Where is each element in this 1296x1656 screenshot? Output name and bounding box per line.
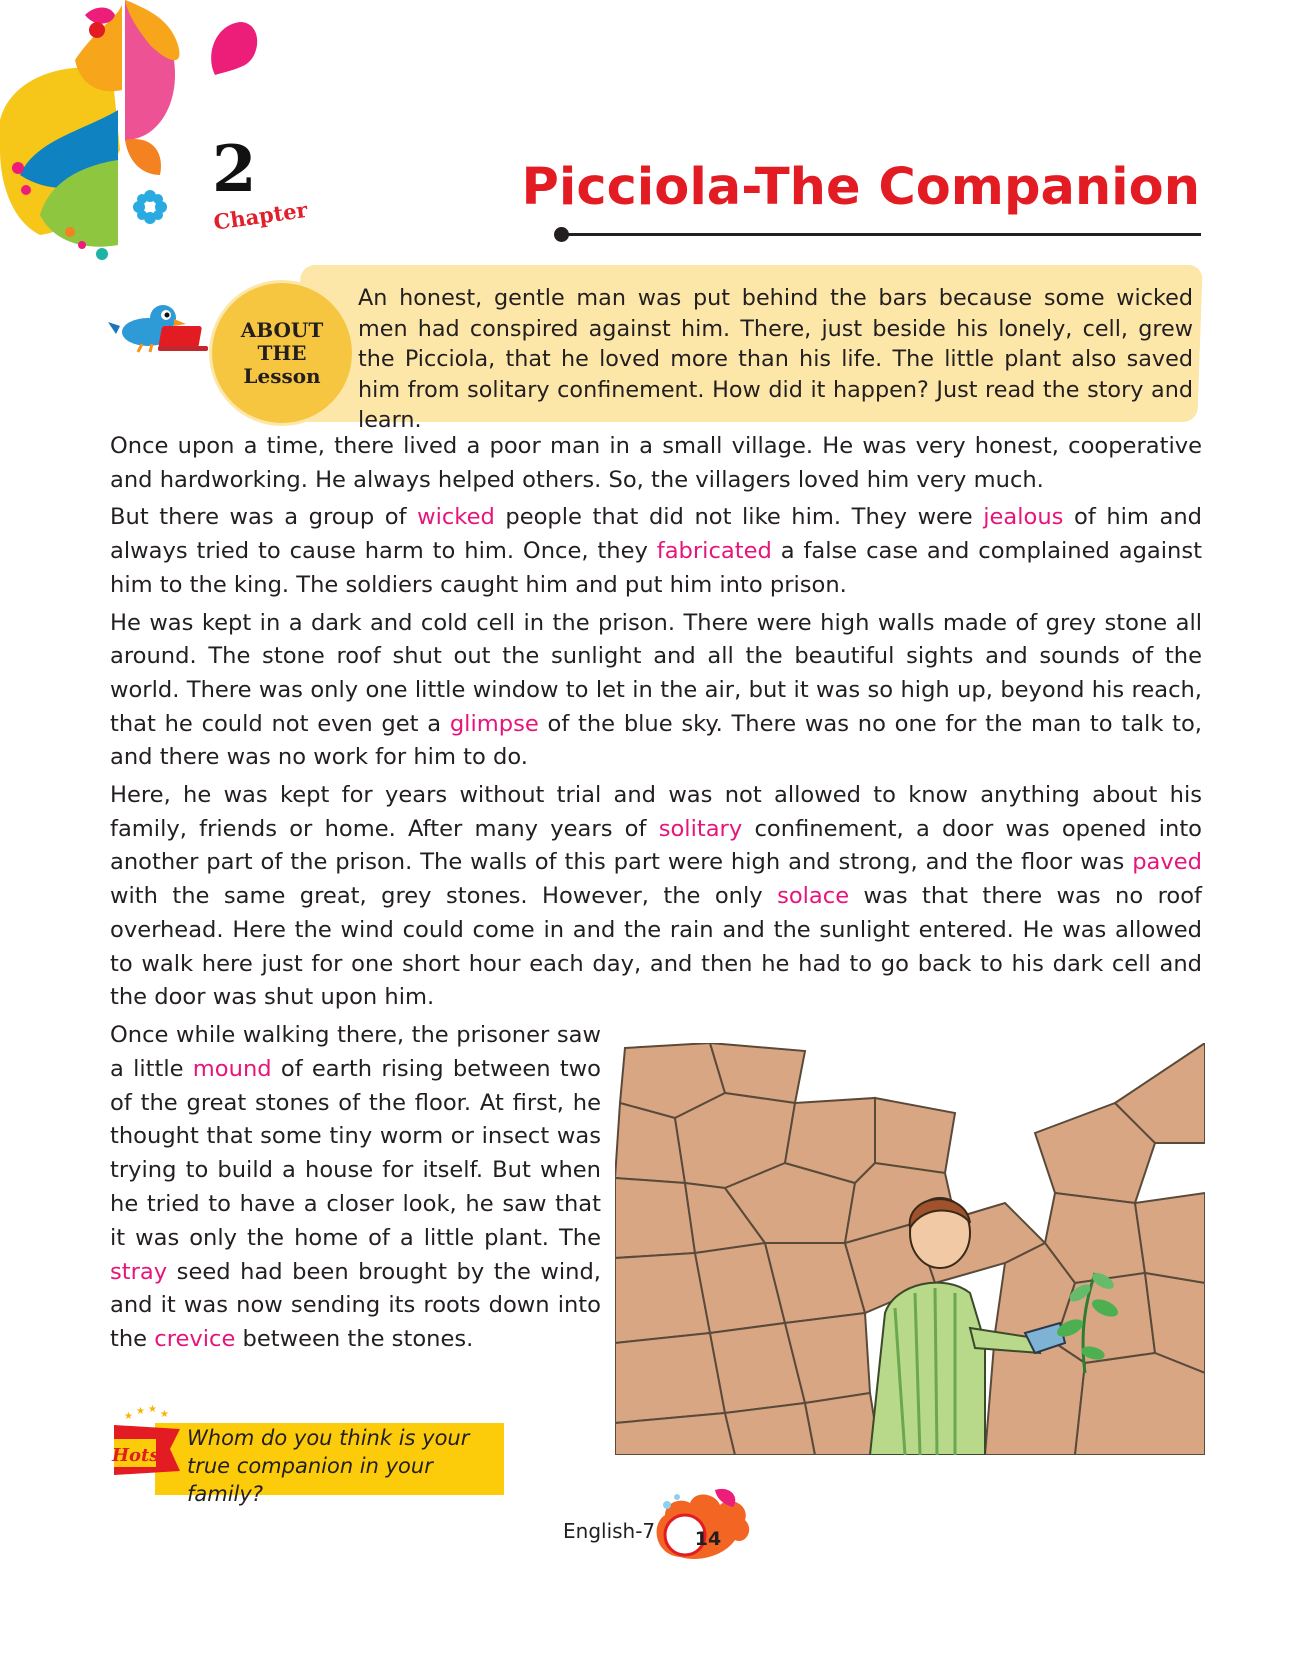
story-paragraph [110, 779, 1202, 1015]
story-text: between the stones. [235, 1326, 474, 1353]
story-text: people that did not like him. They were [494, 504, 984, 531]
svg-text:★: ★ [136, 1406, 145, 1417]
vocab-word-solace: solace [777, 883, 850, 910]
about-lesson-badge [212, 283, 352, 423]
book-title-footer: English-7 [563, 1519, 656, 1543]
story-paragraph [110, 607, 1202, 776]
badge-line-about: ABOUT [240, 317, 324, 342]
story-text: a false case and complained against him to the king. The soldiers caught him and put him into prison. [110, 538, 1202, 598]
vocab-word-crevice: crevice [154, 1326, 236, 1353]
badge-line-the: THE [257, 340, 307, 365]
story-text: Here, he was kept for years without trial and was not allowed to know anything about his family, friends or home. After many years of [110, 782, 1202, 842]
story-text: seed had been brought by the wind, and it was now sending its roots down into the [110, 1258, 601, 1353]
story-text: He was kept in a dark and cold cell in the prison. There were high walls made of grey stone all around. The stone roof shut out the sunlight and all the beautiful sights and sounds of the world. There was only one little window to let in the air, but it was so high up, beyond his reach, that he could not even get a [110, 609, 1202, 737]
chapter-number: 2 [212, 132, 257, 207]
vocab-word-stray: stray [110, 1258, 168, 1285]
svg-text:★: ★ [124, 1411, 133, 1422]
badge-line-lesson: Lesson [243, 363, 321, 388]
vocab-word-fabricated: fabricated [656, 538, 772, 565]
story-text: of earth rising between two of the great stones of the floor. At first, he thought that some tiny worm or insect was trying to build a house for itself. But when he tried to have a closer look, he saw that it was only the home of a little plant. The [110, 1055, 601, 1251]
story-text: confinement, a door was opened into another part of the prison. The walls of this part were high and strong, and the floor was [110, 815, 1202, 876]
story-paragraph [110, 430, 1202, 497]
svg-text:★: ★ [148, 1405, 157, 1415]
story-paragraph [110, 501, 1202, 602]
story-text: of the blue sky. There was no one for the man to talk to, and there was no work for him to do. [110, 710, 1202, 771]
story-text: with the same great, grey stones. However, the only [110, 883, 778, 910]
title-underline [563, 233, 1201, 236]
vocab-word-glimpse: glimpse [449, 710, 539, 737]
story-body [110, 430, 1202, 1015]
hots-question-text: Whom do you think is your true companion in your family? [187, 1426, 470, 1506]
story-text: of him and always tried to cause harm to him. Once, they [110, 504, 1202, 565]
vocab-word-jealous: jealous [983, 504, 1064, 531]
vocab-word-wicked: wicked [417, 504, 495, 531]
story-text: But there was a group of [110, 504, 418, 531]
svg-text:★: ★ [160, 1409, 169, 1420]
prisoner-watering-plant-illustration [615, 1043, 1205, 1455]
chapter-label: Chapter [212, 196, 309, 235]
vocab-word-paved: paved [1132, 849, 1202, 876]
story-text: Once while walking there, the prisoner saw a little [110, 1022, 601, 1082]
story-text: was that there was no roof overhead. Here the wind could come in and the rain and the sunlight entered. He was allowed to walk here just for one short hour each day, and then he had to go back to his dark cell and the door was shut upon him. [110, 883, 1202, 1011]
title-underline-dot [554, 227, 569, 242]
page-title: Picciola-The Companion [521, 158, 1200, 217]
about-lesson-text: An honest, gentle man was put behind the bars because some wicked men had conspired against him. There, just beside his lonely, cell, grew the Picciola, that he loved more than his life. The little plant also saved him from solitary confinement. How did it happen? Just read the story and learn. [358, 285, 1193, 433]
story-text: Once upon a time, there lived a poor man in a small village. He was very honest, cooperative and hardworking. He always helped others. So, the villagers loved him very much. [110, 433, 1202, 493]
vocab-word-mound: mound [192, 1055, 272, 1082]
bird-with-laptop-illustration [108, 304, 218, 354]
hots-label: Hots [112, 1445, 160, 1466]
page-number: 14 [694, 1528, 722, 1550]
story-paragraph-column [110, 1019, 601, 1357]
vocab-word-solitary: solitary [658, 815, 743, 842]
